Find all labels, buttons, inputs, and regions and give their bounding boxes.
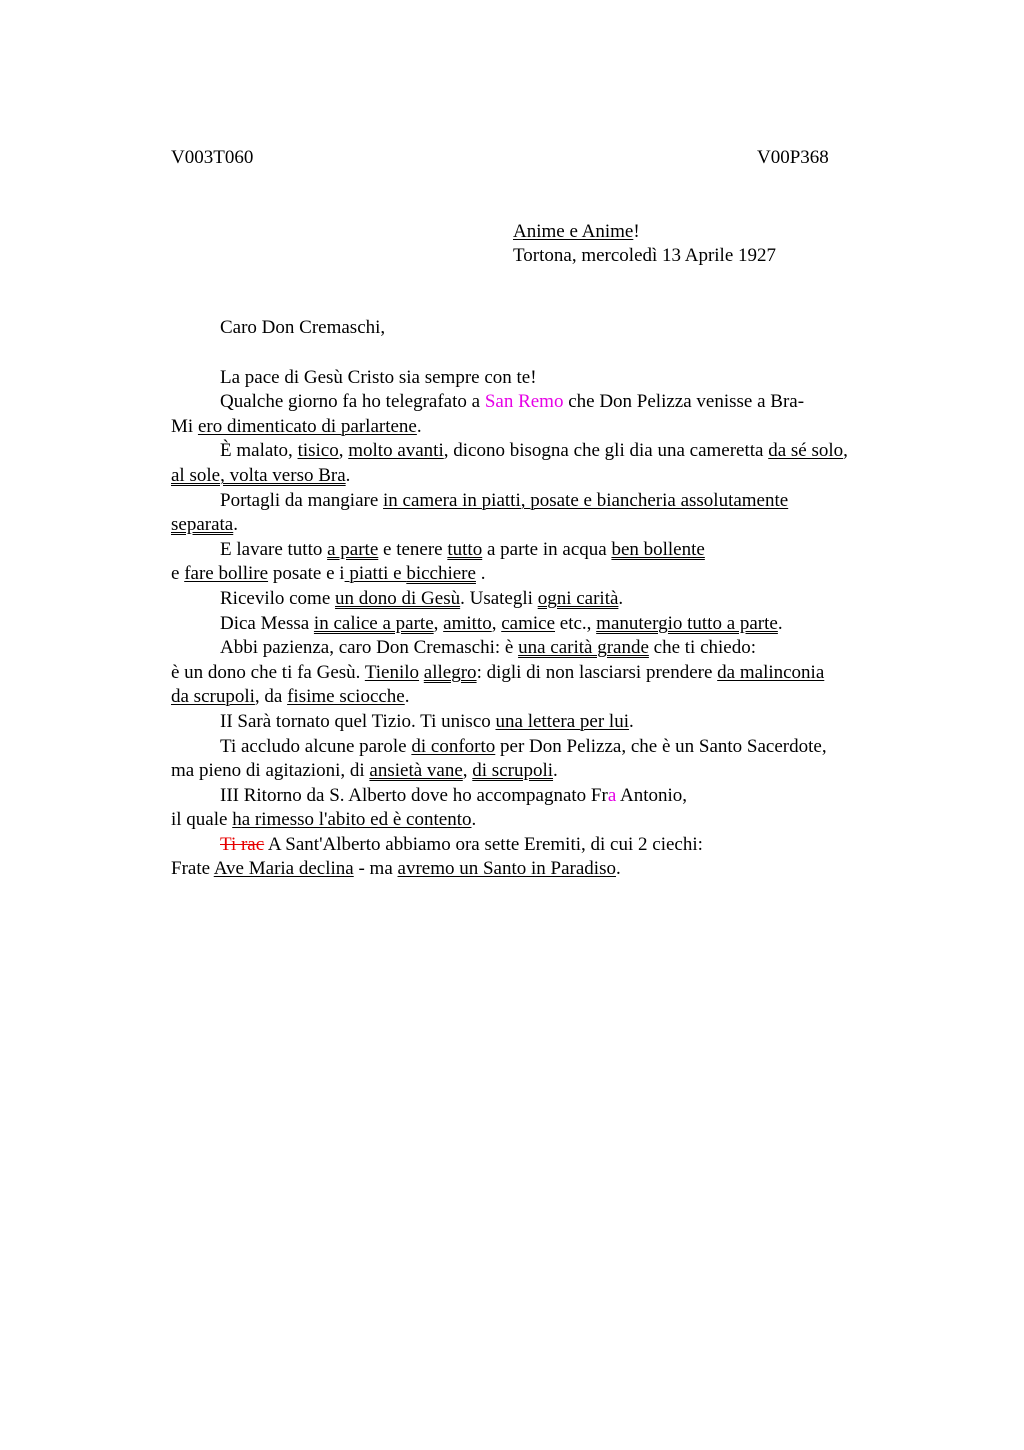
underlined-text: piatti e bbox=[344, 563, 407, 585]
letter-line bbox=[171, 366, 931, 391]
letter-line bbox=[171, 710, 931, 735]
double-underlined-text: al sole, volta verso Bra bbox=[171, 464, 346, 486]
underlined-text: fisime sciocche bbox=[287, 686, 405, 708]
text-segment: etc., bbox=[555, 612, 597, 634]
double-underlined-text: un dono di Gesù bbox=[335, 587, 461, 609]
underlined-text: tisico bbox=[297, 440, 339, 462]
underlined-text: ero dimenticato di parlartene bbox=[197, 415, 417, 437]
text-segment: . bbox=[618, 587, 624, 609]
letter-line bbox=[171, 735, 931, 760]
letter-body bbox=[171, 316, 931, 882]
double-underlined-text: separata bbox=[171, 514, 234, 536]
double-underlined-text: tutto bbox=[447, 538, 483, 560]
text-segment: Ti accludo alcune parole bbox=[220, 735, 412, 757]
heading-title: Anime e Anime bbox=[513, 221, 634, 242]
text-segment: La pace di Gesù Cristo sia sempre con te! bbox=[220, 366, 537, 388]
underlined-text: molto avanti bbox=[348, 440, 444, 462]
text-segment: , bbox=[462, 760, 473, 782]
page-code: V00P368 bbox=[757, 147, 829, 168]
letter-line bbox=[171, 857, 931, 882]
text-segment: , bbox=[491, 612, 502, 634]
text-segment: . bbox=[553, 760, 558, 782]
text-segment: , bbox=[338, 440, 349, 462]
text-segment: , bbox=[433, 612, 444, 634]
underlined-text: da scrupoli bbox=[171, 686, 255, 708]
text-segment: per Don Pelizza, che è un Santo Sacerdote, bbox=[495, 735, 827, 757]
double-underlined-text: in calice a parte bbox=[313, 612, 434, 634]
text-segment: È malato, bbox=[220, 440, 298, 462]
letter-line bbox=[171, 661, 931, 686]
underlined-text: fare bollire bbox=[184, 563, 269, 585]
text-segment: Portagli da mangiare bbox=[220, 489, 384, 511]
text-segment: : digli di non lasciarsi prendere bbox=[476, 661, 718, 683]
text-segment: A Sant'Alberto abbiamo ora sette Eremiti, di cui 2 ciechi: bbox=[264, 833, 703, 855]
double-underlined-text: a parte bbox=[327, 538, 379, 560]
underlined-text: una lettera per lui bbox=[495, 710, 629, 732]
text-segment: . bbox=[777, 612, 783, 634]
letter-line bbox=[171, 833, 931, 858]
underlined-text: ha rimesso l'abito ed è contento bbox=[232, 809, 472, 831]
text-segment: Abbi pazienza, caro Don Cremaschi: è bbox=[220, 637, 519, 659]
text-segment: Caro Don Cremaschi, bbox=[220, 317, 386, 338]
underlined-text: Tienilo bbox=[364, 661, 420, 683]
text-segment: Dica Messa bbox=[220, 612, 314, 634]
highlighted-text: a bbox=[607, 784, 617, 806]
letter-line bbox=[171, 464, 931, 489]
letter-line bbox=[171, 808, 931, 833]
text-segment: . bbox=[615, 858, 621, 880]
document-code: V003T060 bbox=[171, 147, 254, 168]
text-segment: , bbox=[843, 440, 848, 462]
text-segment: . Usategli bbox=[460, 587, 538, 609]
letter-line bbox=[171, 562, 931, 587]
underlined-text: camice bbox=[501, 612, 556, 634]
text-segment: e tenere bbox=[378, 538, 448, 560]
letter-line bbox=[171, 316, 931, 341]
text-segment: il quale bbox=[171, 809, 233, 831]
heading-title-punct: ! bbox=[633, 221, 640, 242]
double-underlined-text: ogni carità bbox=[537, 587, 619, 609]
letter-line bbox=[171, 489, 931, 514]
letter-line bbox=[171, 759, 931, 784]
double-underlined-text: ben bollente bbox=[611, 538, 705, 560]
text-segment: . bbox=[475, 563, 486, 585]
letter-line bbox=[171, 685, 931, 710]
letter-line bbox=[171, 513, 931, 538]
place-date: Tortona, mercoledì 13 Aprile 1927 bbox=[513, 245, 777, 266]
letter-line bbox=[171, 439, 931, 464]
letter-line bbox=[171, 784, 931, 809]
underlined-text: da malinconia bbox=[717, 661, 825, 683]
text-segment: che Don Pelizza venisse a Bra- bbox=[563, 391, 805, 413]
letter-line bbox=[171, 415, 931, 440]
text-segment: a parte in acqua bbox=[482, 538, 612, 560]
double-underlined-text: manutergio tutto a parte bbox=[596, 612, 778, 634]
letter-line bbox=[171, 390, 931, 415]
text-segment: . bbox=[404, 686, 410, 708]
letter-line bbox=[171, 636, 931, 661]
text-segment: , dicono bisogna che gli dia una cameretta bbox=[443, 440, 769, 462]
letter-line bbox=[171, 587, 931, 612]
text-segment: e bbox=[171, 563, 185, 585]
highlighted-text: San Remo bbox=[484, 391, 564, 413]
heading-title-line bbox=[513, 220, 776, 244]
underlined-text: amitto bbox=[443, 612, 492, 634]
text-segment: Mi bbox=[171, 415, 198, 437]
letter-line bbox=[171, 538, 931, 563]
text-segment: III Ritorno da S. Alberto dove ho accompagnato Fr bbox=[220, 784, 608, 806]
text-segment: è un dono che ti fa Gesù. bbox=[171, 661, 365, 683]
text-segment: - ma bbox=[353, 858, 398, 880]
letter-line bbox=[171, 612, 931, 637]
paragraph-gap bbox=[171, 341, 931, 366]
text-segment: che ti chiedo: bbox=[648, 637, 756, 659]
text-segment: Qualche giorno fa ho telegrafato a bbox=[220, 391, 485, 413]
text-segment: . bbox=[416, 415, 422, 437]
text-segment: Antonio, bbox=[616, 784, 688, 806]
double-underlined-text: bicchiere bbox=[406, 563, 476, 585]
text-segment: . bbox=[471, 809, 477, 831]
text-segment: Ricevilo come bbox=[220, 587, 336, 609]
underlined-text: di conforto bbox=[411, 735, 496, 757]
double-underlined-text: una carità grande bbox=[518, 637, 649, 659]
double-underlined-text: allegro bbox=[423, 661, 477, 683]
text-segment: . bbox=[233, 514, 238, 536]
text-segment: ma pieno di agitazioni, di bbox=[171, 760, 370, 782]
text-segment: . bbox=[628, 710, 634, 732]
text-segment: , da bbox=[254, 686, 288, 708]
text-segment: II Sarà tornato quel Tizio. Ti unisco bbox=[220, 710, 496, 732]
double-underlined-text: di scrupoli bbox=[472, 760, 554, 782]
underlined-text: da sé solo bbox=[768, 440, 844, 462]
underlined-text: avremo un Santo in Paradiso bbox=[397, 858, 616, 880]
text-segment: Frate bbox=[171, 858, 214, 880]
underlined-text: Ave Maria declina bbox=[213, 858, 354, 880]
text-segment: E lavare tutto bbox=[220, 538, 328, 560]
underlined-text: in camera in piatti, posate e biancheria assolutamente bbox=[383, 489, 789, 511]
text-segment: . bbox=[345, 464, 351, 486]
deleted-text: Ti rac bbox=[220, 833, 265, 855]
letter-heading bbox=[513, 220, 776, 268]
double-underlined-text: ansietà vane bbox=[369, 760, 463, 782]
text-segment: posate e i bbox=[268, 563, 345, 585]
